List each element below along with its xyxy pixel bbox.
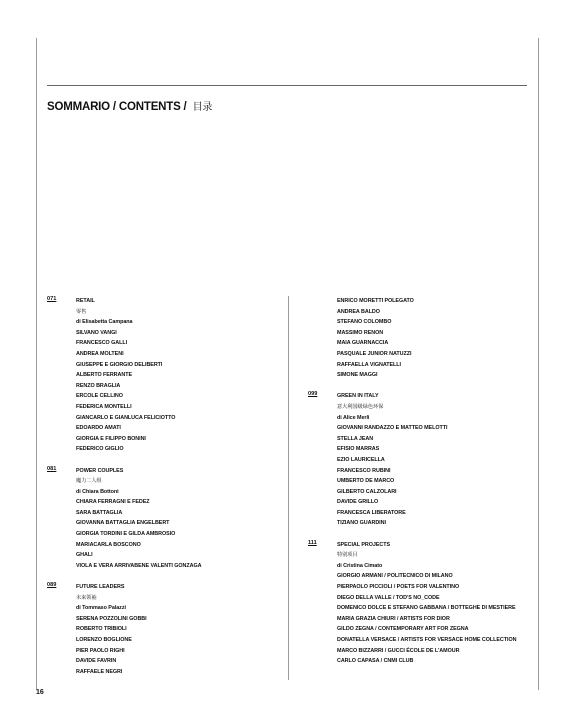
section-byline: di Tommaso Palazzi: [76, 605, 126, 612]
toc-entry: GIANCARLO E GIANLUCA FELICIOTTO: [76, 414, 176, 421]
section-heading-cjk: 零售: [76, 308, 87, 315]
toc-section: [47, 296, 277, 455]
toc-entry: SIMONE MAGGI: [337, 372, 378, 379]
section-gap: [47, 455, 277, 466]
section-gap: [308, 381, 538, 392]
toc-entry: PASQUALE JUNIOR NATUZZI: [337, 350, 412, 357]
section-byline: di Elisabetta Campana: [76, 319, 133, 326]
toc-entry: MARCO BIZZARRI / GUCCI ÉCOLE DE L'AMOUR: [337, 647, 460, 654]
toc-entry: GIUSEPPE E GIORGIO DELIBERTI: [76, 361, 163, 368]
section-gap: [308, 529, 538, 540]
toc-entry: RAFFAELLA VIGNATELLI: [337, 361, 401, 368]
section-heading-cjk: 特别项目: [337, 552, 358, 559]
section-heading[interactable]: SPECIAL PROJECTS: [337, 541, 391, 548]
section-page-number[interactable]: 081: [47, 465, 57, 472]
section-page-number[interactable]: 099: [308, 391, 318, 398]
toc-entry: TIZIANO GUARDINI: [337, 520, 386, 527]
toc-entry: ANDREA MOLTENI: [76, 350, 124, 357]
toc-entry: GILDO ZEGNA / CONTEMPORARY ART FOR ZEGNA: [337, 626, 469, 633]
section-heading[interactable]: GREEN IN ITALY: [337, 393, 379, 400]
toc-entry: MASSIMO RENON: [337, 329, 384, 336]
header-rule: [47, 85, 527, 86]
toc-section: [47, 466, 277, 572]
toc-entry: CARLO CAPASA / CNMI CLUB: [337, 658, 414, 665]
toc-entry: GIORGIA E FILIPPO BONINI: [76, 435, 146, 442]
toc-entry: SARA BATTAGLIA: [76, 509, 123, 516]
toc-entry: ALBERTO FERRANTE: [76, 372, 133, 379]
right-margin-rule: [538, 38, 539, 690]
column-divider: [288, 296, 289, 680]
section-heading[interactable]: FUTURE LEADERS: [76, 584, 125, 591]
toc-section: [308, 540, 538, 667]
toc-entry: RENZO BRAGLIA: [76, 382, 121, 389]
toc-entry: GHALI: [76, 552, 93, 559]
toc-entry: FRANCESCO GALLI: [76, 340, 128, 347]
section-heading[interactable]: POWER COUPLES: [76, 467, 124, 474]
toc-entry: GILBERTO CALZOLARI: [337, 488, 397, 495]
toc-entry: PIER PAOLO RIGHI: [76, 647, 125, 654]
toc-entry: ERCOLE CELLINO: [76, 393, 123, 400]
page-title: [47, 98, 212, 113]
toc-entry: GIORGIA TORDINI E GILDA AMBROSIO: [76, 531, 176, 538]
section-byline: di Chiara Bottoni: [76, 488, 119, 495]
toc-entry: FEDERICA MONTELLI: [76, 403, 132, 410]
toc-entry: ROBERTO TRIBIOLI: [76, 626, 127, 633]
toc-entry: GIORGIO ARMANI / POLITECNICO DI MILANO: [337, 573, 453, 580]
section-entries: [76, 296, 277, 455]
toc-entry: UMBERTO DE MARCO: [337, 478, 395, 485]
toc-entry: CHIARA FERRAGNI E FEDEZ: [76, 499, 150, 506]
toc-section: [308, 296, 538, 381]
toc-entry: LORENZO BOGLIONE: [76, 637, 132, 643]
toc-entry: RAFFAELE NEGRI: [76, 668, 123, 675]
page-title-cjk: 目录: [192, 102, 213, 113]
contents-column-right: [308, 296, 538, 667]
left-margin-rule: [36, 38, 37, 690]
section-page-number[interactable]: 071: [47, 296, 57, 302]
section-page-number[interactable]: 089: [47, 582, 57, 589]
toc-entry: EZIO LAURICELLA: [337, 456, 385, 463]
toc-entry: STELLA JEAN: [337, 435, 374, 442]
toc-entry: DAVIDE GRILLO: [337, 499, 379, 506]
toc-entry: EFISIO MARRAS: [337, 446, 380, 453]
toc-entry: GIOVANNA BATTAGLIA ENGELBERT: [76, 520, 170, 527]
section-entries: [337, 540, 538, 667]
toc-section: [47, 582, 277, 677]
toc-entry: MARIA GRAZIA CHIURI / ARTISTS FOR DIOR: [337, 615, 450, 622]
section-heading-cjk: 魔力二人组: [76, 478, 102, 485]
section-entries: [76, 582, 277, 677]
toc-section: [308, 391, 538, 529]
toc-entry: SILVANO VANGI: [76, 329, 117, 336]
section-gap: [47, 571, 277, 582]
toc-entry: FRANCESCO RUBINI: [337, 467, 391, 474]
toc-entry: MARIACARLA BOSCONO: [76, 541, 141, 548]
page-title-text: SOMMARIO / CONTENTS /: [47, 101, 187, 113]
toc-entry: EDOARDO AMATI: [76, 425, 121, 432]
section-heading-cjk: 意大利国级绿色环保: [337, 403, 384, 410]
toc-entry: SERENA POZZOLINI GOBBI: [76, 615, 147, 622]
page-number: 16: [36, 689, 44, 696]
toc-entry: GIOVANNI RANDAZZO E MATTEO MELOTTI: [337, 425, 448, 432]
toc-entry: STEFANO COLOMBO: [337, 319, 392, 326]
toc-entry: ANDREA BALDO: [337, 308, 380, 315]
section-entries: [76, 466, 277, 572]
contents-column-left: [47, 296, 277, 677]
section-entries: [337, 296, 538, 381]
section-heading-cjk: 未来领袖: [76, 594, 97, 601]
toc-entry: VIOLA E VERA ARRIVABENE VALENTI GONZAGA: [76, 562, 202, 569]
section-entries: [337, 391, 538, 529]
toc-entry: DIEGO DELLA VALLE / TOD'S NO_CODE: [337, 594, 440, 601]
toc-entry: DONATELLA VERSACE / ARTISTS FOR VERSACE HOME COLLECTION: [337, 637, 517, 643]
toc-entry: FEDERICO GIGLIO: [76, 446, 124, 453]
toc-entry: DOMENICO DOLCE E STEFANO GABBANA / BOTTEGHE DI MESTIERE: [337, 605, 516, 612]
section-byline: di Alice Merli: [337, 414, 370, 421]
toc-entry: FRANCESCA LIBERATORE: [337, 509, 406, 516]
section-byline: di Cristina Cimato: [337, 562, 383, 569]
toc-entry: DAVIDE FAVRIN: [76, 658, 117, 665]
toc-entry: PIERPAOLO PICCIOLI / POETS FOR VALENTINO: [337, 584, 460, 591]
toc-entry: MAIA GUARNACCIA: [337, 340, 389, 347]
section-heading[interactable]: RETAIL: [76, 298, 95, 304]
section-page-number[interactable]: 111: [308, 539, 317, 546]
toc-entry: ENRICO MORETTI POLEGATO: [337, 298, 414, 304]
